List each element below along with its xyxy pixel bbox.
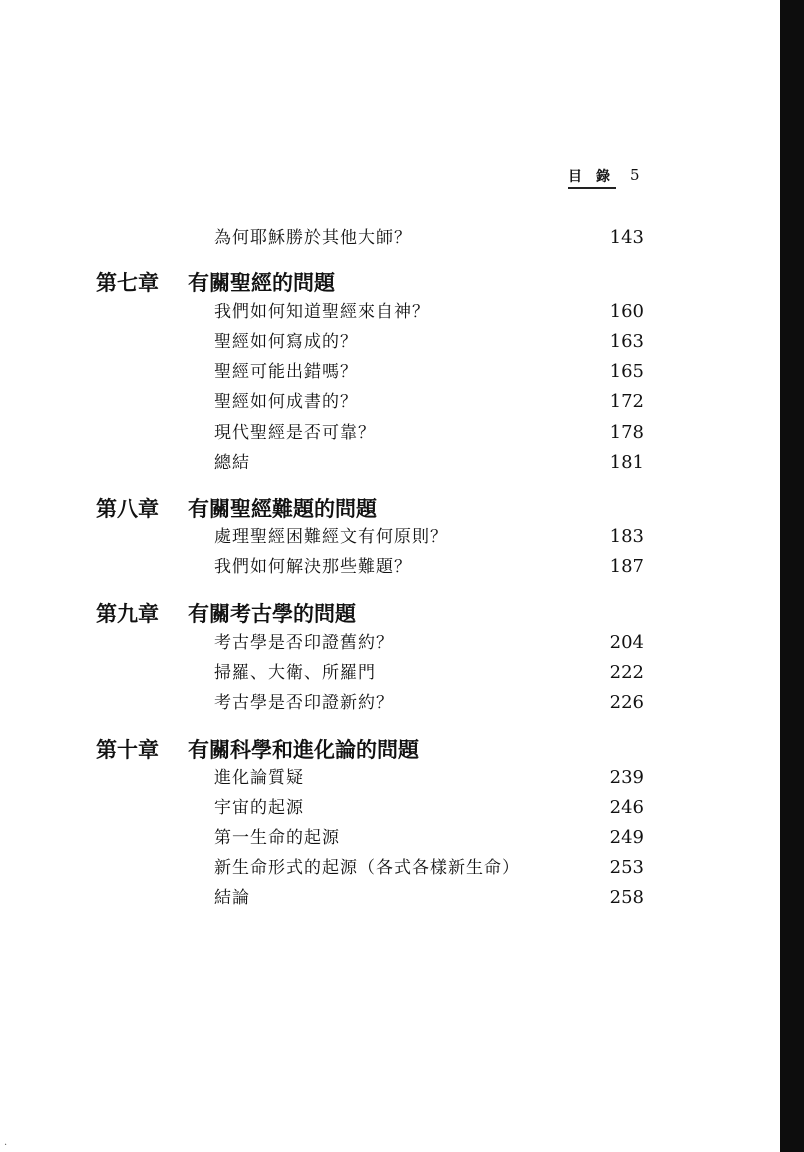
toc-entry (0, 387, 804, 417)
toc-entry-title: 聖經可能出錯嗎？ (214, 362, 358, 382)
running-head-label-lu: 錄 (596, 169, 610, 185)
toc-entry (0, 448, 804, 478)
toc-entry-page: 160 (609, 301, 644, 322)
toc-entry-page: 181 (609, 452, 644, 473)
toc-entry (0, 763, 804, 793)
toc-entry-page: 165 (609, 361, 644, 382)
toc-entry-title: 新生命形式的起源（各式各樣新生命） (214, 858, 520, 878)
toc-entry (0, 327, 804, 357)
chapter-heading-10 (0, 735, 804, 765)
toc-entry-title: 聖經如何寫成的？ (214, 332, 358, 352)
toc-entry-title: 結論 (214, 888, 250, 908)
toc-entry-title: 為何耶穌勝於其他大師？ (214, 228, 412, 248)
toc-entry-title: 總結 (214, 453, 250, 473)
toc-entry-page: 258 (609, 887, 644, 908)
chapter-title: 有關聖經難題的問題 (188, 497, 377, 521)
chapter-heading-9 (0, 599, 804, 629)
chapter-label: 第七章 (96, 271, 159, 295)
toc-entry-page: 246 (609, 797, 644, 818)
toc-entry-title: 宇宙的起源 (214, 798, 304, 818)
toc-entry (0, 793, 804, 823)
toc-entry-page: 222 (609, 662, 644, 683)
toc-entry (0, 628, 804, 658)
toc-entry (0, 853, 804, 883)
toc-entry-title: 進化論質疑 (214, 768, 304, 788)
toc-entry (0, 522, 804, 552)
running-head-underline (568, 187, 616, 189)
chapter-label: 第九章 (96, 602, 159, 626)
chapter-title: 有關科學和進化論的問題 (188, 738, 419, 762)
toc-entry-page: 253 (609, 857, 644, 878)
toc-entry-page: 249 (609, 827, 644, 848)
chapter-heading-7 (0, 268, 804, 298)
toc-entry-title: 我們如何解決那些難題？ (214, 557, 412, 577)
toc-entry (0, 883, 804, 913)
running-head (566, 166, 646, 196)
scan-speck: · (4, 1140, 8, 1151)
toc-entry-page: 172 (609, 391, 644, 412)
toc-entry-title: 現代聖經是否可靠？ (214, 423, 376, 443)
toc-entry (0, 688, 804, 718)
toc-entry-title: 處理聖經困難經文有何原則？ (214, 527, 448, 547)
toc-entry (0, 823, 804, 853)
chapter-heading-8 (0, 494, 804, 524)
running-head-label-mu: 目 (568, 169, 582, 185)
toc-entry-title: 考古學是否印證舊約？ (214, 633, 394, 653)
toc-entry (0, 658, 804, 688)
chapter-label: 第八章 (96, 497, 159, 521)
toc-entry-page: 226 (609, 692, 644, 713)
toc-entry (0, 297, 804, 327)
toc-entry-page: 183 (609, 526, 644, 547)
toc-entry-title: 我們如何知道聖經來自神？ (214, 302, 430, 322)
toc-entry-page: 163 (609, 331, 644, 352)
toc-entry-title: 第一生命的起源 (214, 828, 340, 848)
chapter-title: 有關聖經的問題 (188, 271, 335, 295)
toc-entry-page: 187 (609, 556, 644, 577)
toc-entry-title: 掃羅、大衛、所羅門 (214, 663, 376, 683)
chapter-label: 第十章 (96, 738, 159, 762)
chapter-title: 有關考古學的問題 (188, 602, 356, 626)
toc-entry-title: 考古學是否印證新約？ (214, 693, 394, 713)
toc-entry (0, 357, 804, 387)
running-head-page-number: 5 (630, 166, 640, 184)
toc-entry-page: 239 (609, 767, 644, 788)
toc-entry-title: 聖經如何成書的？ (214, 392, 358, 412)
toc-entry-continuation (0, 223, 804, 253)
toc-entry-page: 143 (609, 227, 644, 248)
toc-entry-page: 204 (609, 632, 644, 653)
toc-entry (0, 418, 804, 448)
toc-entry (0, 552, 804, 582)
toc-entry-page: 178 (609, 422, 644, 443)
